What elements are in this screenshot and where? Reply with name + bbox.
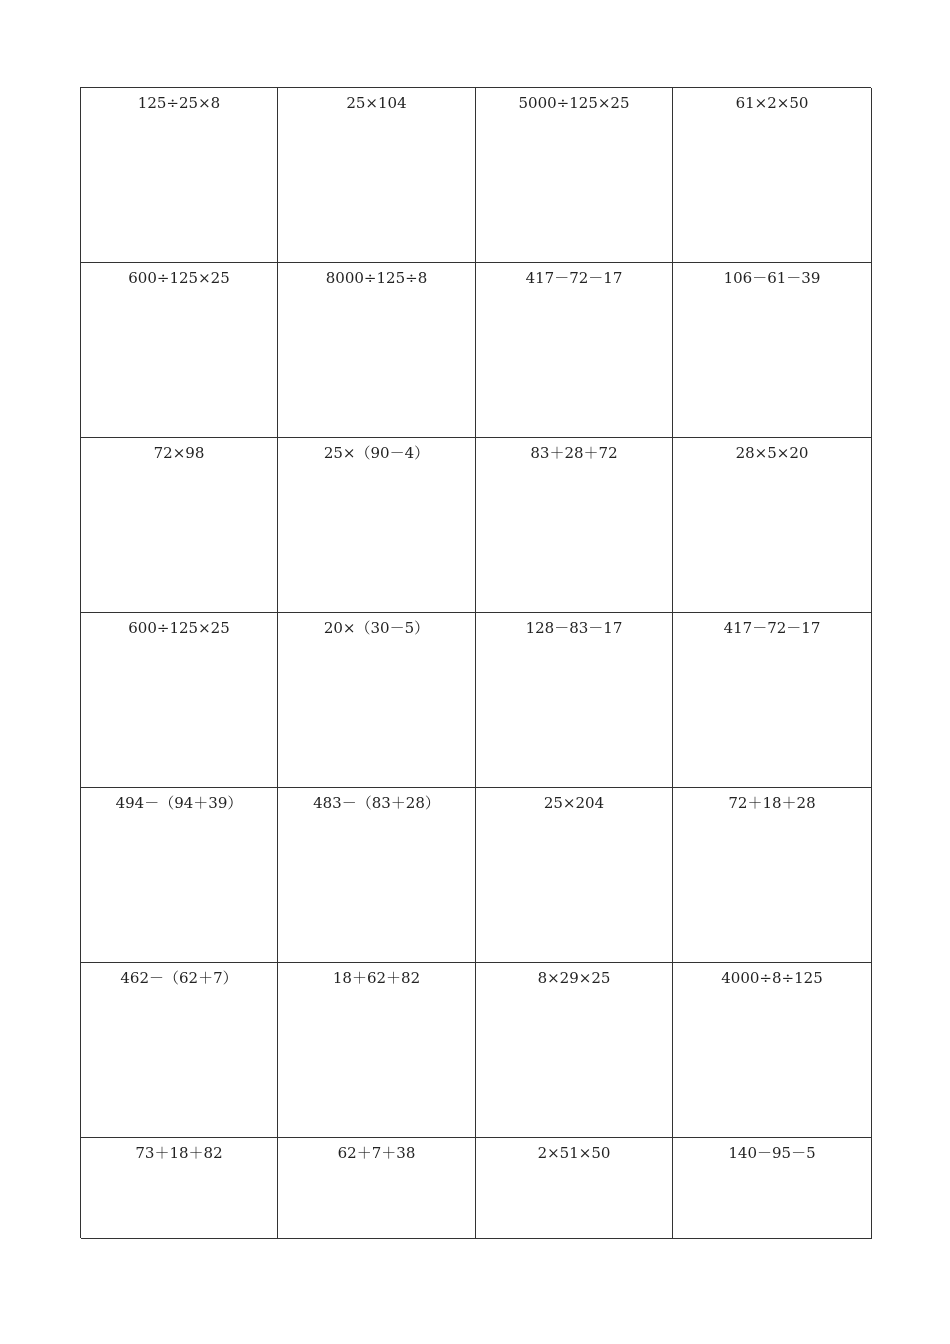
- problem-cell: 600÷125×25: [81, 263, 278, 438]
- problem-cell: 72＋18＋28: [673, 788, 872, 963]
- problem-cell: 25×104: [278, 88, 476, 263]
- problem-cell: 73＋18＋82: [81, 1138, 278, 1239]
- problem-cell: 2×51×50: [476, 1138, 673, 1239]
- problem-cell: 106－61－39: [673, 263, 872, 438]
- problem-cell: 494－（94＋39）: [81, 788, 278, 963]
- problem-cell: 5000÷125×25: [476, 88, 673, 263]
- problem-cell: 72×98: [81, 438, 278, 613]
- problem-cell: 483－（83＋28）: [278, 788, 476, 963]
- problem-cell: 462－（62＋7）: [81, 963, 278, 1138]
- problem-cell: 140－95－5: [673, 1138, 872, 1239]
- problem-cell: 61×2×50: [673, 88, 872, 263]
- problem-cell: 18＋62＋82: [278, 963, 476, 1138]
- problem-cell: 62＋7＋38: [278, 1138, 476, 1239]
- problem-cell: 128－83－17: [476, 613, 673, 788]
- problem-cell: 417－72－17: [673, 613, 872, 788]
- problem-cell: 600÷125×25: [81, 613, 278, 788]
- problem-cell: 28×5×20: [673, 438, 872, 613]
- problem-cell: 125÷25×8: [81, 88, 278, 263]
- problem-cell: 25×（90－4）: [278, 438, 476, 613]
- calculation-worksheet-grid: [80, 87, 871, 1238]
- problem-cell: 25×204: [476, 788, 673, 963]
- problem-cell: 20×（30－5）: [278, 613, 476, 788]
- problem-cell: 8×29×25: [476, 963, 673, 1138]
- problem-cell: 83＋28＋72: [476, 438, 673, 613]
- problem-cell: 8000÷125÷8: [278, 263, 476, 438]
- problem-cell: 417－72－17: [476, 263, 673, 438]
- problem-cell: 4000÷8÷125: [673, 963, 872, 1138]
